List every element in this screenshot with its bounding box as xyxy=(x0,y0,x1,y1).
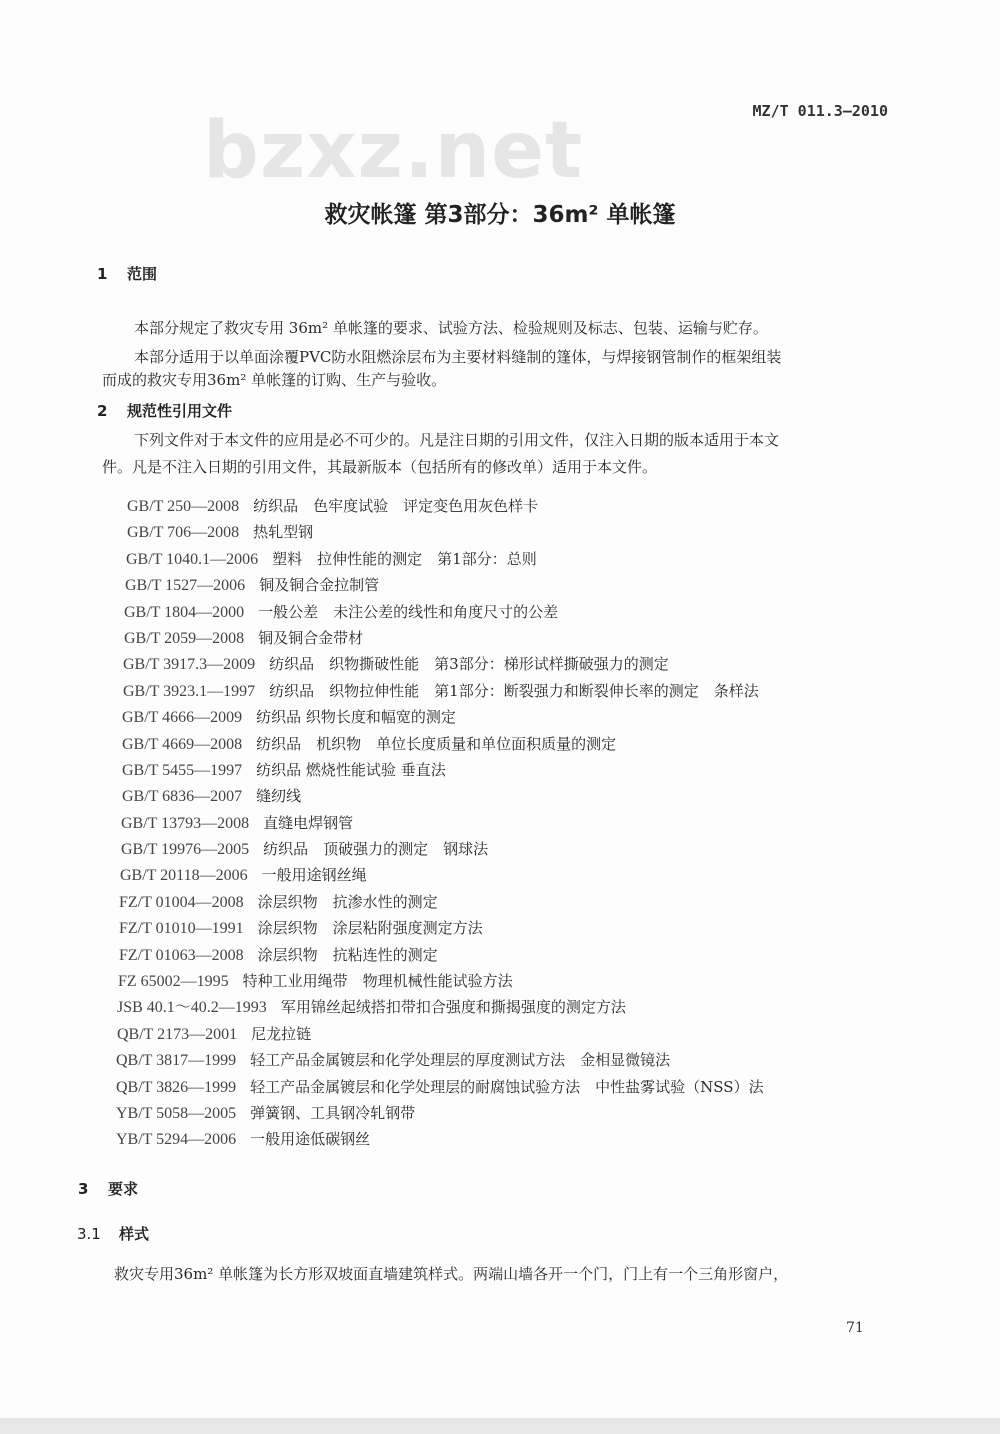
viewer-bottom-bar xyxy=(0,1418,1000,1434)
reference-title: 涂层织物 涂层粘附强度测定方法 xyxy=(257,919,483,938)
reference-title: 纺织品 机织物 单位长度质量和单位面积质量的测定 xyxy=(256,734,617,753)
reference-item xyxy=(124,625,764,651)
section-title: 范围 xyxy=(127,265,158,283)
reference-item xyxy=(116,1074,764,1100)
reference-title: 缝纫线 xyxy=(256,787,302,806)
reference-title: 尼龙拉链 xyxy=(251,1024,312,1043)
reference-item xyxy=(123,651,764,677)
paragraph: 件。凡是不注入日期的引用文件，其最新版本（包括所有的修改单）适用于本文件。 xyxy=(102,458,658,476)
paragraph: 下列文件对于本文件的应用是必不可少的。凡是注日期的引用文件，仅注入日期的版本适用于本文 xyxy=(134,431,780,449)
reference-title: 纺织品 顶破强力的测定 钢球法 xyxy=(263,840,489,859)
reference-code: GB/T 3917.3—2009 xyxy=(123,656,256,674)
paragraph: 本部分适用于以单面涂覆PVC防水阻燃涂层布为主要材料缝制的篷体，与焊接钢管制作的框架组装 xyxy=(134,348,782,366)
reference-code: GB/T 5455—1997 xyxy=(122,761,243,779)
reference-title: 直缝电焊钢管 xyxy=(263,813,354,832)
reference-code: GB/T 1527—2006 xyxy=(125,577,246,595)
reference-item xyxy=(126,546,764,572)
reference-title: 铜及铜合金带材 xyxy=(258,628,364,647)
reference-code: GB/T 20118—2006 xyxy=(120,867,248,885)
reference-code: GB/T 4666—2009 xyxy=(122,709,243,727)
reference-code: JSB 40.1～40.2—1993 xyxy=(117,999,267,1017)
reference-code: FZ 65002—1995 xyxy=(118,973,229,991)
reference-code: GB/T 2059—2008 xyxy=(124,629,245,647)
reference-code: GB/T 3923.1—1997 xyxy=(123,682,256,700)
reference-code: GB/T 4669—2008 xyxy=(122,735,243,753)
reference-title: 轻工产品金属镀层和化学处理层的厚度测试方法 金相显微镜法 xyxy=(250,1051,671,1070)
reference-title: 特种工业用绳带 物理机械性能试验方法 xyxy=(242,972,513,991)
reference-item xyxy=(122,783,764,809)
paragraph: 而成的救灾专用36m² 单帐篷的订购、生产与验收。 xyxy=(102,371,447,389)
reference-code: GB/T 13793—2008 xyxy=(121,814,250,832)
reference-item xyxy=(116,1047,764,1073)
reference-code: FZ/T 01063—2008 xyxy=(119,946,244,964)
section-3-1-heading xyxy=(77,1223,149,1244)
section-3-heading xyxy=(78,1178,138,1199)
section-number: 2 xyxy=(97,402,108,420)
section-1-heading xyxy=(97,263,157,284)
reference-title: 军用锦丝起绒搭扣带扣合强度和撕揭强度的测定方法 xyxy=(280,998,626,1017)
page-title: 救灾帐篷 第3部分：36m² 单帐篷 xyxy=(324,202,676,228)
section-number: 3.1 xyxy=(77,1225,101,1243)
section-title: 要求 xyxy=(108,1180,139,1198)
reference-item xyxy=(127,519,764,545)
reference-code: GB/T 250—2008 xyxy=(127,498,240,515)
reference-item xyxy=(116,1126,764,1152)
reference-title: 涂层织物 抗粘连性的测定 xyxy=(257,945,438,964)
reference-item xyxy=(116,1100,764,1126)
watermark: bzxz.net xyxy=(203,106,584,196)
section-title: 规范性引用文件 xyxy=(127,402,233,420)
reference-code: FZ/T 01004—2008 xyxy=(119,893,244,911)
reference-title: 纺织品 织物拉伸性能 第1部分：断裂强力和断裂伸长率的测定 条样法 xyxy=(269,681,759,700)
reference-title: 涂层织物 抗渗水性的测定 xyxy=(257,892,438,911)
paragraph: 救灾专用36m² 单帐篷为长方形双坡面直墙建筑样式。两端山墙各开一个门，门上有一个三角形窗户， xyxy=(114,1265,789,1283)
reference-code: GB/T 706—2008 xyxy=(127,524,240,542)
reference-item xyxy=(125,572,764,598)
reference-title: 纺织品 色牢度试验 评定变色用灰色样卡 xyxy=(253,497,539,515)
reference-item xyxy=(117,1021,764,1047)
reference-item xyxy=(119,942,764,968)
reference-title: 纺织品 燃烧性能试验 垂直法 xyxy=(256,760,446,779)
reference-code: YB/T 5294—2006 xyxy=(116,1131,237,1149)
reference-title: 轻工产品金属镀层和化学处理层的耐腐蚀试验方法 中性盐雾试验（NSS）法 xyxy=(250,1077,764,1096)
reference-item xyxy=(119,915,764,941)
reference-code: GB/T 1040.1—2006 xyxy=(126,550,259,568)
reference-item xyxy=(118,968,764,994)
reference-title: 纺织品 织物撕破性能 第3部分：梯形试样撕破强力的测定 xyxy=(269,655,669,674)
reference-code: GB/T 1804—2000 xyxy=(124,603,245,621)
reference-title: 弹簧钢、工具钢冷轧钢带 xyxy=(250,1103,416,1122)
reference-item xyxy=(121,836,764,862)
reference-title: 塑料 拉伸性能的测定 第1部分：总则 xyxy=(272,549,537,568)
reference-code: QB/T 3826—1999 xyxy=(116,1078,237,1096)
reference-code: QB/T 2173—2001 xyxy=(117,1025,238,1043)
reference-code: QB/T 3817—1999 xyxy=(116,1052,237,1070)
reference-code: FZ/T 01010—1991 xyxy=(119,920,244,938)
section-number: 3 xyxy=(78,1180,89,1198)
reference-item xyxy=(124,599,764,625)
reference-item xyxy=(120,862,764,888)
reference-title: 纺织品 织物长度和幅宽的测定 xyxy=(256,708,456,727)
page-number: 71 xyxy=(846,1320,864,1336)
reference-title: 热轧型钢 xyxy=(253,523,314,542)
reference-code: GB/T 19976—2005 xyxy=(121,841,250,859)
reference-item xyxy=(122,731,764,757)
section-title: 样式 xyxy=(119,1225,150,1243)
reference-list xyxy=(116,493,764,1153)
reference-title: 铜及铜合金拉制管 xyxy=(259,576,380,595)
standard-code: MZ/T 011.3—2010 xyxy=(752,102,888,120)
reference-item xyxy=(122,757,764,783)
reference-item xyxy=(117,994,764,1020)
reference-item xyxy=(119,889,764,915)
reference-code: GB/T 6836—2007 xyxy=(122,788,243,806)
section-2-heading xyxy=(97,400,232,421)
reference-item xyxy=(121,810,764,836)
section-number: 1 xyxy=(97,265,108,283)
reference-item xyxy=(123,678,764,704)
reference-title: 一般公差 未注公差的线性和角度尺寸的公差 xyxy=(258,602,559,621)
reference-title: 一般用途低碳钢丝 xyxy=(250,1130,371,1149)
reference-item xyxy=(122,704,764,730)
reference-title: 一般用途钢丝绳 xyxy=(261,866,367,885)
reference-item xyxy=(127,493,764,519)
paragraph: 本部分规定了救灾专用 36m² 单帐篷的要求、试验方法、检验规则及标志、包装、运输与贮存。 xyxy=(134,319,768,337)
reference-code: YB/T 5058—2005 xyxy=(116,1104,237,1122)
